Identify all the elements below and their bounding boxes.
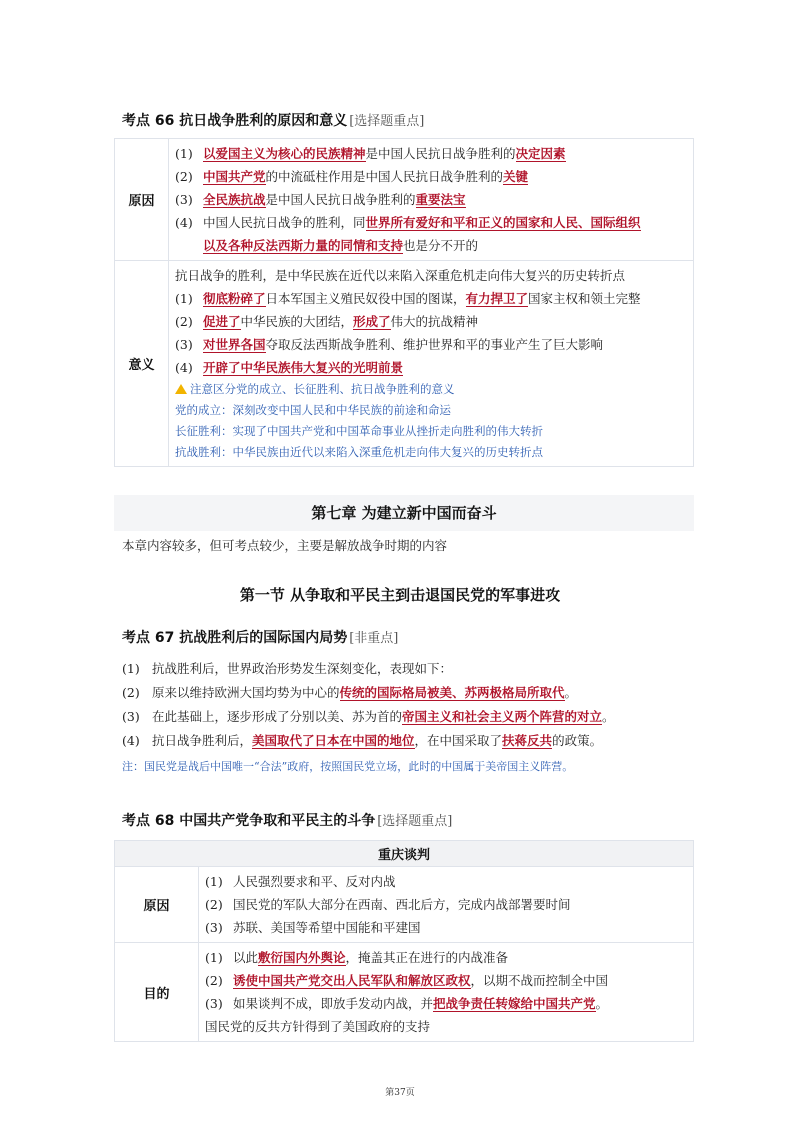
list-item: [175, 287, 685, 310]
list-item: [175, 188, 685, 211]
key-phrase: 传统的国际格局被美、苏两极格局所取代: [339, 685, 565, 700]
item-text: 中华民族的大团结，: [240, 314, 354, 329]
key-phrase: 有力捍卫了: [465, 291, 529, 306]
item-number: (1): [175, 291, 193, 306]
kd66-meaning-list: [175, 287, 685, 379]
list-item: [175, 165, 685, 188]
kd66-tag: [选择题重点]: [349, 114, 425, 129]
kd66-table: [114, 138, 694, 467]
kd68-reason-row: [115, 867, 694, 943]
kd66-note-1: 党的成立：深刻改变中国人民和中华民族的前途和命运: [175, 403, 451, 417]
key-phrase: 美国取代了日本在中国的地位: [252, 733, 415, 748]
chapter-intro: 本章内容较多，但可考点较少，主要是解放战争时期的内容: [122, 538, 448, 553]
list-item: [205, 870, 685, 893]
item-text: 夺取反法西斯战争胜利、维护世界和平的事业产生了巨大影响: [265, 337, 604, 352]
kd67-tag: [非重点]: [349, 631, 399, 646]
kd66-note-0: 注意区分党的成立、长征胜利、抗日战争胜利的意义: [190, 382, 455, 396]
item-number: (2): [205, 973, 223, 988]
item-number: (2): [175, 314, 193, 329]
list-item: [122, 729, 615, 753]
kd66-heading-text: 考点 66 抗日战争胜利的原因和意义: [122, 113, 348, 129]
kd66-note-3: 抗战胜利：中华民族由近代以来陷入深重危机走向伟大复兴的历史转折点: [175, 445, 543, 459]
kd68-head-row: [115, 841, 694, 867]
item-text: 抗战胜利后，世界政治形势发生深刻变化，表现如下：: [152, 661, 453, 676]
item-text: 以此: [233, 950, 259, 965]
kd68-table: [114, 840, 694, 1042]
list-item: [205, 893, 685, 916]
kd66-reason-row: [115, 139, 694, 261]
chapter-title: 第七章 为建立新中国而奋斗: [114, 495, 694, 531]
item-text: 日本军国主义殖民奴役中国的图谋，: [265, 291, 466, 306]
item-text: 国家主权和领土完整: [528, 291, 641, 306]
item-number: (1): [175, 146, 193, 161]
item-text: 中国人民抗日战争的胜利，同: [203, 215, 366, 230]
kd67-list: [122, 657, 615, 753]
key-phrase: 形成了: [353, 314, 391, 329]
key-phrase: 扶蒋反共: [502, 733, 553, 748]
kd66-note-2: 长征胜利：实现了中国共产党和中国革命事业从挫折走向胜利的伟大转折: [175, 424, 543, 438]
key-phrase: 以爱国主义为核心的民族精神: [203, 146, 366, 161]
key-phrase: 世界所有爱好和平和正义的国家和人民、国际组织: [365, 215, 641, 230]
item-number: (3): [205, 920, 223, 935]
key-phrase: 促进了: [203, 314, 241, 329]
kd67-heading-text: 考点 67 抗战胜利后的国际国内局势: [122, 630, 348, 646]
kd66-meaning-label: 意义: [115, 261, 169, 467]
key-phrase: 敷衍国内外舆论: [258, 950, 346, 965]
item-text: 的政策。: [552, 733, 603, 748]
item-text: 。: [595, 996, 609, 1011]
list-item: [205, 969, 685, 992]
kd68-purpose-cell: [199, 943, 694, 1042]
item-number: (1): [205, 950, 223, 965]
page-number: 第37页: [385, 1088, 415, 1098]
kd66-heading: [122, 110, 424, 130]
item-number: (3): [205, 996, 223, 1011]
item-text: 人民强烈要求和平、反对内战: [233, 874, 396, 889]
item-text: 也是分不开的: [403, 238, 479, 253]
kd68-reason-list: [199, 867, 694, 943]
list-item: [175, 356, 685, 379]
kd68-reason-label: 原因: [115, 867, 199, 943]
warning-icon: [175, 384, 187, 394]
list-item: [175, 310, 685, 333]
list-item: [175, 234, 685, 257]
item-number: (4): [122, 733, 140, 748]
key-phrase: 全民族抗战: [203, 192, 266, 207]
key-phrase: 把战争责任转嫁给中国共产党: [433, 996, 596, 1011]
kd68-tag: [选择题重点]: [377, 814, 453, 829]
kd66-meaning-row: [115, 261, 694, 467]
key-phrase: 以及各种反法西斯力量的同情和支持: [203, 238, 404, 253]
kd68-purpose-label: 目的: [115, 943, 199, 1042]
list-item: [175, 333, 685, 356]
item-text: 。: [602, 709, 615, 724]
item-text: 。: [564, 685, 578, 700]
kd67-heading: [122, 627, 398, 647]
list-item: [175, 211, 685, 234]
item-text: 国民党的军队大部分在西南、西北后方，完成内战部署要时间: [233, 897, 571, 912]
item-number: (2): [175, 169, 193, 184]
key-phrase: 开辟了中华民族伟大复兴的光明前景: [203, 360, 404, 375]
item-number: (3): [175, 192, 193, 207]
list-item: [175, 142, 685, 165]
kd66-reason-list: [169, 139, 694, 261]
key-phrase: 帝国主义和社会主义两个阵营的对立: [402, 709, 603, 724]
item-text: ，在中国采取了: [414, 733, 503, 748]
item-number: (2): [205, 897, 223, 912]
list-item: [205, 916, 685, 939]
list-item: [122, 657, 615, 681]
list-item: [205, 992, 685, 1015]
item-text: 是中国人民抗日战争胜利的: [265, 192, 416, 207]
list-item: [122, 705, 615, 729]
item-number: (4): [175, 215, 193, 230]
item-text: ，掩盖其正在进行的内战准备: [345, 950, 509, 965]
key-phrase: 关键: [503, 169, 529, 184]
kd68-table-title: 重庆谈判: [115, 841, 694, 867]
item-number: (1): [205, 874, 223, 889]
item-text: 抗日战争胜利后，: [152, 733, 253, 748]
key-phrase: 诱使中国共产党交出人民军队和解放区政权: [233, 973, 471, 988]
item-text: 原来以维持欧洲大国均势为中心的: [152, 685, 340, 700]
key-phrase: 对世界各国: [203, 337, 266, 352]
list-item: [122, 681, 615, 705]
item-text: 如果谈判不成，即放手发动内战，并: [233, 996, 434, 1011]
item-text: ，以期不战而控制全中国: [470, 973, 609, 988]
kd67-note: 注：国民党是战后中国唯一“合法”政府，按照国民党立场，此时的中国属于美帝国主义阵营。: [122, 760, 574, 773]
item-text: 的中流砥柱作用是中国人民抗日战争胜利的: [265, 169, 504, 184]
key-phrase: 重要法宝: [415, 192, 466, 207]
item-number: (2): [122, 685, 140, 700]
item-number: (1): [122, 661, 140, 676]
key-phrase: 决定因素: [515, 146, 566, 161]
kd66-meaning-intro: 抗日战争的胜利，是中华民族在近代以来陷入深重危机走向伟大复兴的历史转折点: [175, 268, 626, 283]
item-text: 伟大的抗战精神: [390, 314, 479, 329]
kd68-closing: 国民党的反共方针得到了美国政府的支持: [205, 1019, 431, 1034]
key-phrase: 彻底粉碎了: [203, 291, 266, 306]
kd68-purpose-row: [115, 943, 694, 1042]
list-item: [205, 946, 685, 969]
kd68-heading-text: 考点 68 中国共产党争取和平民主的斗争: [122, 813, 376, 829]
kd66-reason-label: 原因: [115, 139, 169, 261]
key-phrase: 中国共产党: [203, 169, 266, 184]
item-text: 在此基础上，逐步形成了分别以美、苏为首的: [152, 709, 403, 724]
kd68-purpose-list: [205, 946, 685, 1015]
item-number: (3): [175, 337, 193, 352]
item-number: (3): [122, 709, 140, 724]
item-number: (4): [175, 360, 193, 375]
kd68-heading: [122, 810, 452, 830]
section-title: 第一节 从争取和平民主到击退国民党的军事进攻: [239, 586, 561, 604]
kd66-note-warning: [175, 379, 685, 400]
item-text: 是中国人民抗日战争胜利的: [365, 146, 516, 161]
kd66-meaning-cell: [169, 261, 694, 467]
item-text: 苏联、美国等希望中国能和平建国: [233, 920, 421, 935]
